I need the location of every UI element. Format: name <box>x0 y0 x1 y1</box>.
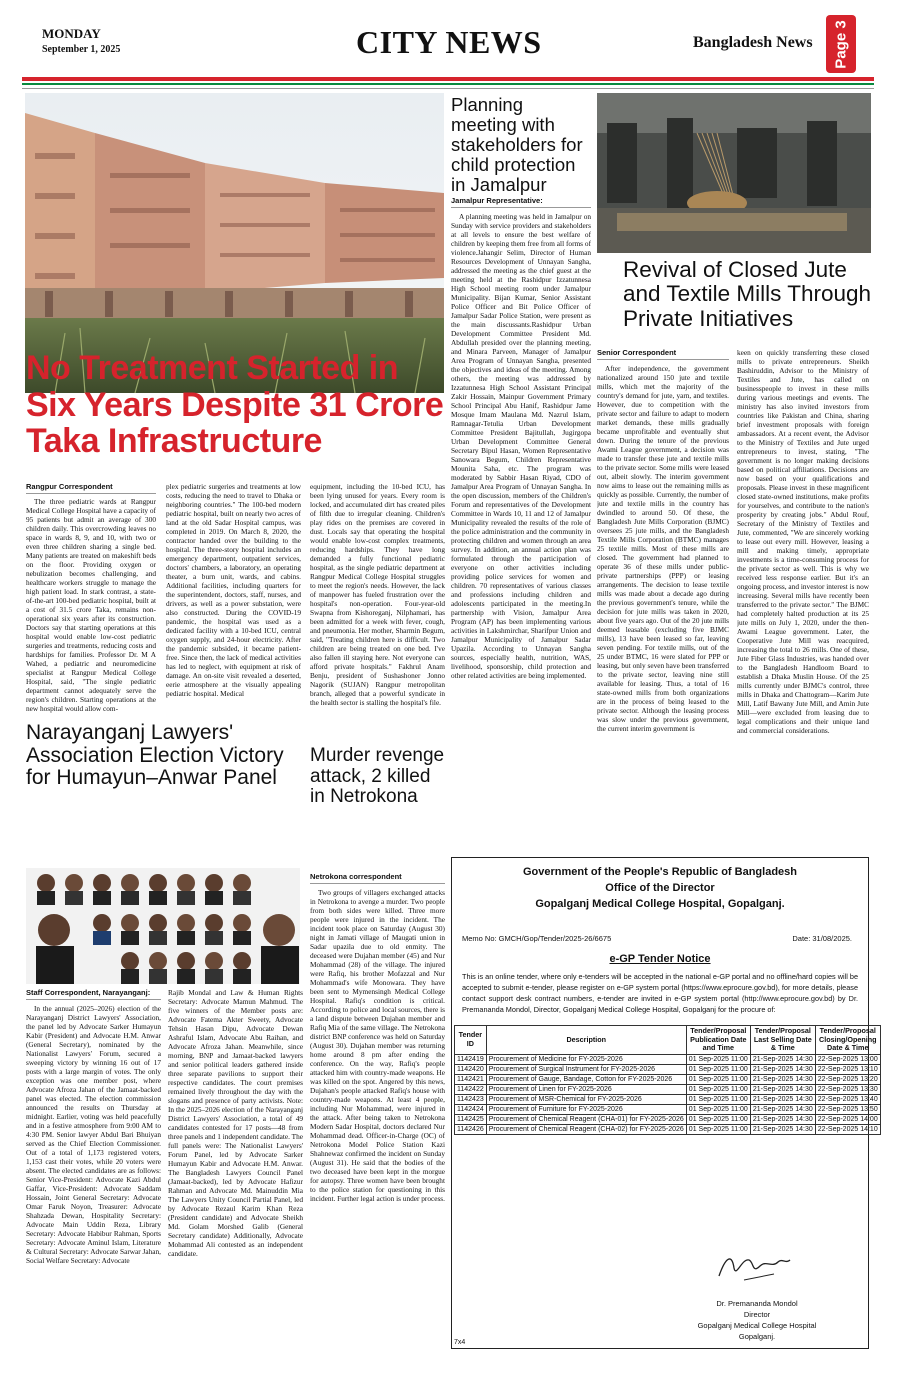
table-cell: 21-Sep-2025 14:30 <box>750 1064 815 1074</box>
header-rule-red <box>22 77 874 81</box>
table-cell: 22-Sep-2025 13:20 <box>815 1074 880 1084</box>
table-cell: Procurement of Furniture for FY-2025-2026 <box>486 1104 686 1114</box>
table-cell: 01 Sep-2025 11:00 <box>686 1064 750 1074</box>
headline-narayanganj: Narayanganj Lawyers' Association Election Victory for Humayun–Anwar Panel <box>26 721 284 790</box>
col-header: Tender/Proposal Last Selling Date & Time <box>750 1026 815 1055</box>
table-cell: 21-Sep-2025 14:30 <box>750 1094 815 1104</box>
lawyers-panel-photo <box>26 868 300 984</box>
sig-name: Dr. Premananda Mondol <box>716 1299 798 1308</box>
page-number-badge <box>826 15 856 73</box>
headline-netrokona: Murder revenge attack, 2 killed in Netrokona <box>310 745 445 808</box>
table-row <box>455 1084 881 1094</box>
table-cell: 22-Sep-2025 13:10 <box>815 1064 880 1074</box>
table-cell: 1142423 <box>455 1094 487 1104</box>
table-cell: 21-Sep-2025 14:30 <box>750 1074 815 1084</box>
tender-signature-block <box>682 1298 832 1342</box>
table-cell: 21-Sep-2025 14:30 <box>750 1054 815 1064</box>
table-cell: 21-Sep-2025 14:30 <box>750 1114 815 1124</box>
byline-narayanganj: Staff Correspondent, Narayanganj: <box>26 988 161 1000</box>
col-header: Tender/Proposal Publication Date and Time <box>686 1026 750 1055</box>
sig-title: Director <box>743 1310 771 1319</box>
masthead-section: Bangladesh News <box>693 34 813 51</box>
byline-rangpur: Rangpur Correspondent <box>26 482 156 494</box>
col-header: Tender/Proposal Closing/Opening Date & Time <box>815 1026 880 1055</box>
table-cell: 01 Sep-2025 11:00 <box>686 1054 750 1064</box>
table-cell: 1142426 <box>455 1124 487 1134</box>
table-cell: 22-Sep-2025 13:00 <box>815 1054 880 1064</box>
table-cell: 21-Sep-2025 14:30 <box>750 1104 815 1114</box>
table-cell: 1142424 <box>455 1104 487 1114</box>
tender-ad-size: 7x4 <box>454 1339 466 1346</box>
table-cell: Procurement of Medicine for FY-2025-2026 <box>486 1054 686 1064</box>
table-cell: 21-Sep-2025 14:30 <box>750 1084 815 1094</box>
table-cell: 01 Sep-2025 11:00 <box>686 1114 750 1124</box>
tender-office-line: Office of the Director <box>605 882 715 894</box>
header-rule-green <box>22 83 874 85</box>
masthead-date: September 1, 2025 <box>42 44 121 55</box>
table-cell: 22-Sep-2025 13:40 <box>815 1094 880 1104</box>
table-row <box>455 1064 881 1074</box>
table-cell: 22-Sep-2025 14:10 <box>815 1124 880 1134</box>
table-cell: Procurement of Surgical Instrument for FY-2025-2026 <box>486 1064 686 1074</box>
headline-jute-mills: Revival of Closed Jute and Textile Mills Through Private Initiatives <box>623 257 872 331</box>
article-jute-col2: keen on quickly transferring these closed mills to private entrepreneurs. Sheikh Bashiruddin, Advisor to the Ministry of Textiles and Jute, has called on businesspeople to invest in these mills during various meetings and events. The ministry has also invited investors from countries like Pakistan and China, sharing brief investment proposals with foreign ambassadors. At a recent event, the Advisor to the Ministry of Textiles and Jute urged entrepreneurs to invest, stating, "The government is no longer making decisions based on political affiliations. Decisions are now based on your qualifications and proposals. Please invest in these magnificent closed state-owned institutions, make profits for yourselves, and contribute to the nation's prosperity by creating jobs." Abdul Rouf, Secretary of the Ministry of Textiles and Jute, commented, "We are sincerely working to lease out every mill. However, leasing a mill and making timely, appropriate investments is a time-consuming process for the private sector as well. This is why we received less response earlier. But it's an ongoing process, and investor interest is now increasing. Several mills have recently been transferred to the private sector." The BJMC had completely halted production at its 25 jute mills on July 1, 2020, under the then-Awami League government. Later, the Cooperative Jute Mill was reacquired, increasing the total to 26 mills. One of these, Jute Fiber Glass Industries, was handed over to the Bangladesh Handloom Board to establish a Dhaka Muslin House. Of the 25 mills currently under BJMC's control, three mills in Dhaka and Chattogram—Karim Jute Mill, Latif Bawany Jute Mill, and Amin Jute Mill—were excluded from leasing due to legal complications and their unique land and commercial considerations. <box>737 348 869 735</box>
table-cell: 01 Sep-2025 11:00 <box>686 1104 750 1114</box>
article-netrokona-body: Two groups of villagers exchanged attacks in Netrokona to avenge a murder. Two people from both sides were killed. Three more people were injured in the incident. The incident took place on Saturday (August 30) night in Jamati village of Maugati union in Sadar upazila due to old enmity. The deceased were Dujahan member (45) and Nur Mohammad (28) of the village. The injured were Rafiq, his brother Mofazzal and Nur Mohammad's wife Monowara. They have been sent to Mymensingh Medical College Hospital. Rafiq's condition is critical. According to police and local sources, there is a land dispute between Dujahan member and Rafiq Mia of the same village. The Netrokona district BNP conference was held on Saturday (August 30). Dujahan member was returning home around 8 pm after ending the conference. On the way, Rafiq's people attacked him with country-made weapons. He was killed on the spot. Angered by this news, Dujahan's people attacked Rafiq's house with country-made weapons. At least 4 people, including Nur Mohammad, were injured in the attack. After being taken to Netrokona Modern Sadar Hospital, doctors declared Nur Mohammad dead. Officer-in-Charge (OC) of Netrokona Model Police Station Kazi Shahnewaz confirmed the incident on Sunday (August 31). He said that the bodies of the two deceased have been kept in the morgue for autopsy. Three women have been brought to the police station for questioning in this incident. Further legal action is under process. <box>310 888 445 1203</box>
table-cell: 21-Sep-2025 14:30 <box>750 1124 815 1134</box>
table-row <box>455 1124 881 1134</box>
table-cell: 22-Sep-2025 13:50 <box>815 1104 880 1114</box>
byline-netrokona: Netrokona correspondent <box>310 872 445 884</box>
article-jamalpur-body: A planning meeting was held in Jamalpur on Sunday with service providers and stakeholders at all levels to ensure the best welfare of children by keeping them free from all forms of violence.Jahangir Selim, Director of Human Resources Development of Unnayan Sangha, addressed the meeting as the chief guest at the meeting held at the Rashidpur Izzatunnesa High School meeting room under Jamalpur Municipality. Bijan Kumar, Senior Assistant Police Officer and Bit Police Officer of Jamalpur Sadar Police Station, were present as the main discussants.Rashidpur Urban Development Committee President Md. Abdullah presided over the planning meeting, and Minara Parveen, Manager of Jamalpur Area Program of Unnayan Sangha, presented the objectives and ideas of the meeting. Among others, the meeting was addressed by Izzatunnesa High School Assistant Principal Zakir Hossain, Mainpur Government Primary School Principal Abu Hanif, Rashidpur Jame Mosque Imam Maulana Md. Nazrul Islam, Ramnagar-Tetulia Urban Development Committee President Bajitullah, Jugirgopa Urban Development Committee General Secretary Bipul Hasan, Women Representative Sanowara Begum, Children Representative Mounita Saha, etc. The program was moderated by Sabbir Hasan Riyad, CDO of Jamalpur Area Program of Unnayan Sangha. In the open discussion, members of the Children's Forum and representatives of the Development Committee in Wards 10, 11 and 12 of Jamalpur Municipality revealed the results of the role of the police administration and the community in protecting children and women through an area survey. In addition, an annual action plan was formulated through the participation of everyone on other activities including providing police services for women and children. 70 representatives of various classes and professions including children and adolescents participated in the meeting.In partnership with Vision, Jamalpur Area Program (AP) has been implementing various activities in Lakshmirchar, Sharifpur Union and Jamalpur Municipality of Jamalpur Sadar Upazila. According to Unnayan Sangha sources, especially health, nutrition, WAS, livelihood, sponsorship, child protection and other related activities are being implemented. <box>451 212 591 680</box>
tender-memo-row <box>462 934 852 943</box>
table-cell: 01 Sep-2025 11:00 <box>686 1094 750 1104</box>
hospital-photo <box>25 93 444 393</box>
table-row <box>455 1094 881 1104</box>
page-number: Page 3 <box>832 19 850 69</box>
page-title: CITY NEWS <box>356 24 542 60</box>
table-row <box>455 1114 881 1124</box>
article-no-treatment-col2: plex pediatric surgeries and treatments at low costs, reducing the need to travel to Dhaka or neighboring countries." The 100-bed modern pediatric hospital, built on nearly two acres of land at the old Sadar Hospital campus, was completed in 2019. On March 8, 2020, the contractor handed over the building to the hospital. The three-story hospital includes an emergency department, outpatient services, doctors' chambers, a laboratory, an operating theater, a burn unit, wards, and cabins. Additional facilities, including quarters for the superintendent, doctors, staff, nurses, and drivers, as well as a power substation, were also constructed. During the COVID-19 pandemic, the hospital was used as a dedicated facility with a 10-bed ICU, central oxygen supply, and 24-hour electricity. After the pandemic subsided, it became patient-free. Since then, the lack of medical activities has led to neglect, with equipment at risk of damage. An on-site visit revealed a deserted, eerie atmosphere at the visually appealing pediatric hospital. Medical <box>166 482 301 698</box>
table-cell: 01 Sep-2025 11:00 <box>686 1074 750 1084</box>
table-cell: Procurement of MSR-Chemical for FY-2025-2026 <box>486 1094 686 1104</box>
table-cell: 22-Sep-2025 14:00 <box>815 1114 880 1124</box>
tender-memo: Memo No: GMCH/Gop/Tender/2025-26/6675 <box>462 934 612 943</box>
table-row <box>455 1054 881 1064</box>
table-cell: 22-Sep-2025 13:30 <box>815 1084 880 1094</box>
table-cell: 1142421 <box>455 1074 487 1084</box>
table-cell: 1142420 <box>455 1064 487 1074</box>
table-cell: 1142422 <box>455 1084 487 1094</box>
headline-jamalpur: Planning meeting with stakeholders for child protection in Jamalpur <box>451 94 583 195</box>
table-row <box>455 1104 881 1114</box>
table-cell: 01 Sep-2025 11:00 <box>686 1084 750 1094</box>
article-no-treatment-col3: equipment, including the 10-bed ICU, has been lying unused for years. Every room is locked, and accumulated dirt has created piles of filth due to irregular cleaning. Children's play rides on the premises are covered in dust. Locals say that operating the hospital would enable low-cost complex treatments, reducing hardships. They have long demanded a fully functional pediatric hospital, as the single pediatric department at Rangpur Medical College Hospital struggles to meet the region's needs. However, the lack of manpower has fueled frustration over the hospital's non-operation. Four-year-old Swapna from Kishoreganj, Nilphamari, has been admitted for a week with fever, cough, and pneumonia. Her mother, Sharmin Begum, said, "Treating children here is difficult. Two children are being treated on one bed. I've also fallen ill staying here. Not everyone can afford private hospitals." Fakhrul Anam Benju, president of Sushashoner Jonno Nagorik (SUJAN) Rangpur metropolitan branch, alleged that a powerful syndicate in the health sector is stalling the hospital's file. <box>310 482 445 707</box>
table-cell: 1142425 <box>455 1114 487 1124</box>
masthead-day: MONDAY <box>42 26 101 41</box>
header-rule-gray <box>22 88 874 89</box>
article-no-treatment-col1: The three pediatric wards at Rangpur Medical College Hospital have a capacity of 95 patients but admit an average of 300 children daily. This overcrowding leaves no space in wards 8, 9, and 10, with two or even three children sharing a single bed. Many patients are treated on makeshift beds on the floor. Providing oxygen or nebulization becomes challenging, and healthcare workers struggle to manage the high patient load. In stark contrast, a state-of-the-art 100-bed pediatric hospital, built at a cost of 31.5 crore Taka, remains non-operational six years after its construction. Doctors say that starting operations at this hospital would enable low-cost pediatric surgeries and treatments, reducing costs and hardships for families. Professor Dr. M A Wahed, a pediatric and neuromedicine specialist at Rangpur Medical College Hospital, said, "The single pediatric department cannot adequately serve the region's children. Starting operations at the new hospital would allow com- <box>26 497 156 713</box>
article-narayanganj-col1: In the annual (2025–2026) election of the Narayanganj District Lawyers' Association, the panel led by Advocate Sarker Humayun Kabir (President) and Advocate H.M. Anwar (General Secretary), nominated by the Nationalist Lawyers' Forum, secured a sweeping victory by winning 16 out of 17 posts with a large margin of votes. The only exception was one member post, where Advocate Afroza Jahan of the Jamaat-backed panel was elected. The election commission announced the results on Thursday at midnight. Earlier, voting was held peacefully and in a festive atmosphere from 9:00 AM to 4:30 PM. Senior lawyer Abdul Bari Bhuiyan served as the Chief Election Commissioner. Out of a total of 1,173 registered voters, 1,153 cast their votes, while 20 voters were absent. The elected candidates are as follows: Senior Vice-President: Advocate Kazi Abdul Gaffar, Vice-President: Advocate Saddam Hossain, Joint General Secretary: Advocate Omar Faruk Noyon, Treasurer: Advocate Shahzada Dewan, Hospitality Secretary: Advocate Main Uddin Reza, Library Secretary: Advocate Habibur Rahman, Sports Secretary: Advocate Aminul Islam, Literature & Cultural Secretary: Advocate Sarwar Jahan, Social Welfare Secretary: Advocate <box>26 1004 161 1265</box>
mill-photo <box>597 93 871 253</box>
signature-icon <box>714 1246 794 1291</box>
table-cell: Procurement of Chemical Reagent (CHA-01) for FY-2025-2026 <box>486 1114 686 1124</box>
tender-notice <box>451 857 878 1349</box>
tender-govt-line: Government of the People's Republic of Bangladesh <box>523 866 797 878</box>
tender-title: e-GP Tender Notice <box>609 953 711 965</box>
table-cell: Procurement of Gauge, Bandage, Cotton for FY-2025-2026 <box>486 1074 686 1084</box>
tender-table-header <box>455 1026 881 1055</box>
byline-senior-correspondent: Senior Correspondent <box>597 348 729 360</box>
tender-table <box>454 1025 881 1135</box>
tender-body: This is an online tender, where only e-tenders will be accepted in the national e-GP portal and no offline/hard copies will be accepted to submit e-tender, please register on e-GP system portal (https://www.eprocure.gov.bd), for more details, please contact support desk contract numbers, e-tender are invited in e-GP system portal (http://www.eprocure.gov.bd) by Dr. Premananda Mondol, Director, Gopalganj Medical College Hospital, Gopalganj for the procure of: <box>462 972 858 1014</box>
col-header: Tender ID <box>455 1026 487 1055</box>
col-header: Description <box>486 1026 686 1055</box>
table-cell: 01 Sep-2025 11:00 <box>686 1124 750 1134</box>
article-jute-col1: After independence, the government nationalized around 150 jute and textile mills, which met the majority of the country's demand for jute, yarn, and textiles. However, due to competition with the private sector and failure to adapt to modern market demands, these mills gradually became unprofitable and eventually shut down. During the tenure of the previous Awami League government, a decision was made to transfer these jute and textile mills to the private sector. Some mills were leased out, albeit slowly. The interim government now aims to lease out the remaining mills as quickly as possible. Currently, the number of jute and textile mills in the country has dwindled to around 50. Of these, the Bangladesh Jute Mills Corporation (BJMC) oversees 25 jute mills, and the Bangladesh Textile Mills Corporation (BTMC) manages 25 textile mills. Most of these mills are closed. The government had planned to operate 36 of these mills under public-private partnerships (PPP) or leasing arrangements. The decision to lease textile mills was made about a decade ago during the previous government's tenure, while the decision for jute mills was taken in 2020, about five years ago. Out of the 20 jute mills deemed leasable (excluding five BJMC mills), 13 have been leased so far, leaving seven pending. For textile mills, out of the 25 under BTMC, 16 were slated for PPP or leasing, but only seven have been transferred to the private sector, leaving nine still available for leasing. Thus, a total of 16 state-owned mills from both organizations are in the process of being leased to the private sector. Although the leasing process was slow under the previous government, the current interim government is <box>597 364 729 733</box>
sig-place: Gopalganj. <box>738 1332 776 1341</box>
tender-hospital-line: Gopalganj Medical College Hospital, Gopalganj. <box>535 898 785 910</box>
headline-no-treatment: No Treatment Started in Six Years Despite 31 Crore Taka Infrastructure <box>26 349 444 461</box>
article-narayanganj-col2: Rajib Mondal and Law & Human Rights Secretary: Advocate Mamun Mahmud. The five winners of the Member posts are: Advocate Fatema Akter Sweety, Advocate Tehsin Hasan Dipu, Advocate Dewan Ashraful Islam, Advocate Abu Raihan, and Advocate Afroza Jahan. Meanwhile, since morning, BNP and Jamaat-backed lawyers and senior political leaders gathered inside three separate pavilions to support their respective candidates. The court premises remained lively throughout the day with the slogans and presence of party activists. Note: In the 2025–2026 election of the Narayanganj District Lawyers' Association, a total of 49 candidates contested for 17 posts—48 from three panels and 1 independent candidate. The full panels were: The Nationalist Lawyers' Forum Panel, led by Advocate Sarker Humayun Kabir and Advocate H.M. Anwar. The Bangladesh Lawyers Council Panel (Jamaat-backed), led by Advocate Hafizur Rahman and Advocate Md. Mainuddin Mia The Lawyers Unity Council Partial Panel, led by Advocate Rezaul Karim Khan Reza (President candidate) and Advocate Sheikh Md. Golam Morshed Galib (General Secretary candidate) Additionally, Advocate Mohammad Ali contested as an independent candidate. <box>168 988 303 1258</box>
tender-date: Date: 31/08/2025. <box>792 934 852 943</box>
table-cell: 1142419 <box>455 1054 487 1064</box>
sig-org: Gopalganj Medical College Hospital <box>697 1321 817 1330</box>
byline-jamalpur: Jamalpur Representative: <box>451 196 591 208</box>
table-cell: Procurement of Linen for FY-2025-2026 <box>486 1084 686 1094</box>
table-cell: Procurement of Chemical Reagent (CHA-02) for FY-2025-2026 <box>486 1124 686 1134</box>
table-row <box>455 1074 881 1084</box>
